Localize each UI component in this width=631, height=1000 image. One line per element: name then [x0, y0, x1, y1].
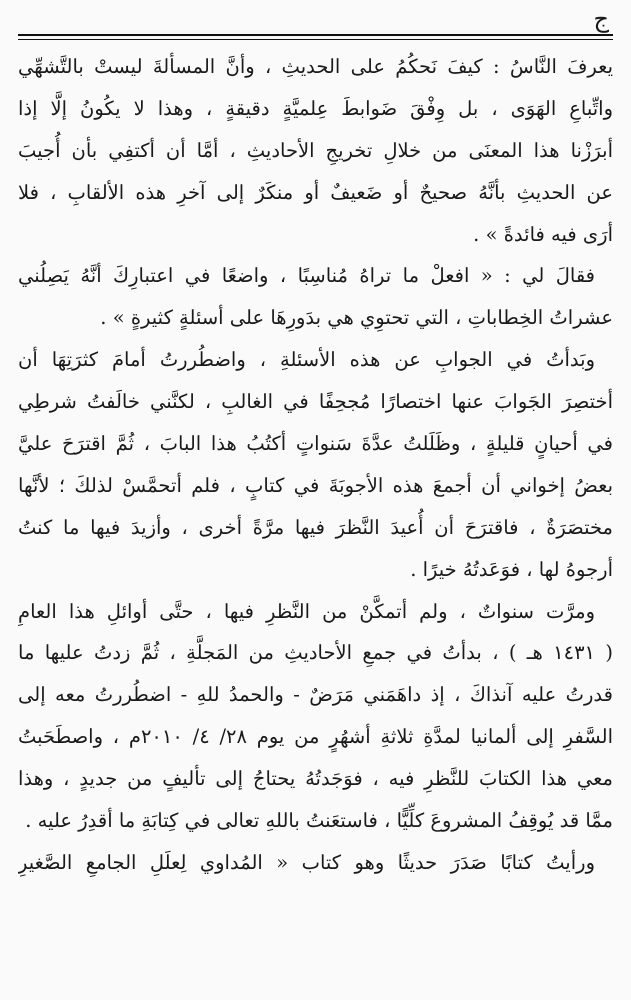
text-line: عشراتُ الخِطاباتِ ، التي تحتوِي هي بدَورِهَا على أسئلةٍ كثيرةٍ » .	[100, 306, 613, 330]
header-rule	[18, 34, 613, 36]
text-line: ومرَّت سنواتٌ ، ولم أتمكَّنْ من النَّظرِ فيها ، حتَّى أوائلِ هذا العامِ	[18, 599, 595, 623]
text-line: ممَّا قد يُوقِفُ المشروعَ كلِّيًّا ، فاستعَنتُ باللهِ تعالى في كِتابَةِ ما أقدِرُ عليه .	[25, 809, 613, 833]
text-line: أرجوهُ لها ، فوَعَدتُهُ خيرًا .	[410, 557, 613, 581]
page-header-letter: ج	[593, 5, 609, 33]
text-line: ( ١٤٣١ هـ ) ، بدأتُ في جمعِ الأحاديثِ من المَجلَّةِ ، ثُمَّ زدتُ عليها ما	[18, 641, 613, 665]
text-line: مختصَرَةٌ ، فاقترَحَ أن أُعيدَ النَّظرَ فيها مرَّةً أخرى ، وأزيدَ فيها ما كنتُ	[18, 515, 613, 539]
text-line: قدرتُ عليه آنذاكَ ، إذ داهَمَني مَرَضٌ - والحمدُ للهِ - اضطُررتُ معه إلى	[18, 683, 613, 707]
text-line: يعرفَ النَّاسُ : كيفَ نَحكُمُ على الحديثِ ، وأنَّ المسألةَ ليستْ بالتَّشهِّي	[18, 55, 613, 78]
body-text	[18, 46, 613, 884]
header-rule-thin	[18, 39, 613, 40]
text-line: أختصِرَ الجَوابَ عنها اختصارًا مُجحِفًا في الغالبِ ، لكنَّني خالَفتُ شرطِي	[18, 390, 613, 414]
text-line: بعضُ إخواني أن أجمعَ هذه الأجوبَةَ في كتابٍ ، فلم أتحمَّسْ لذلكَ ؛ لأنَّها	[18, 473, 613, 497]
text-line: واتِّباعِ الهَوَى ، بل وِفْقَ ضَوابطَ عِلميَّةٍ دقيقةٍ ، وهذا لا يكُونُ إلَّا إذا	[18, 96, 613, 120]
text-line: معي هذا الكتابَ للنَّظرِ فيه ، فوَجَدتُهُ يحتاجُ إلى تأليفٍ من جديدٍ ، وهذا	[18, 767, 613, 791]
text-line: عن الحديثِ بأنَّهُ صحيحٌ أو ضَعيفٌ أو منكَرٌ إلى آخرِ هذه الألقابِ ، فلا	[18, 180, 613, 204]
text-line: في أحيانٍ قليلةٍ ، وظَلَلتُ عدَّةَ سَنواتٍ أكتُبُ هذا البابَ ، ثُمَّ اقترَحَ عليَّ	[18, 432, 613, 456]
text-line: فقالَ لي : « افعلْ ما تراهُ مُناسِبًا ، واضعًا في اعتبارِكَ أنَّهُ يَصِلُني	[18, 264, 595, 288]
text-line: أبرَزْنا هذا المعنَى من خلالِ تخريجِ الأحاديثِ ، أمَّا أن أكتفِي بأن أُجيبَ	[18, 138, 613, 162]
text-line: ورأيتُ كتابًا صَدَرَ حديثًا وهو كتاب « المُداوي لِعلَلِ الجامعِ الصَّغيرِ	[18, 850, 595, 874]
text-line: السَّفرِ إلى ألمانيا لمدَّةِ ثلاثةِ أشهُرٍ من يوم ٢٨/ ٤/ ٢٠١٠م ، واصطَحَبتُ	[18, 725, 613, 749]
text-line: أرَى فيه فائدةً » .	[473, 222, 613, 246]
text-line: وبَدأتُ في الجوابِ عن هذه الأسئلةِ ، واضطُررتُ أمامَ كثرَتِهَا أن	[18, 348, 595, 372]
